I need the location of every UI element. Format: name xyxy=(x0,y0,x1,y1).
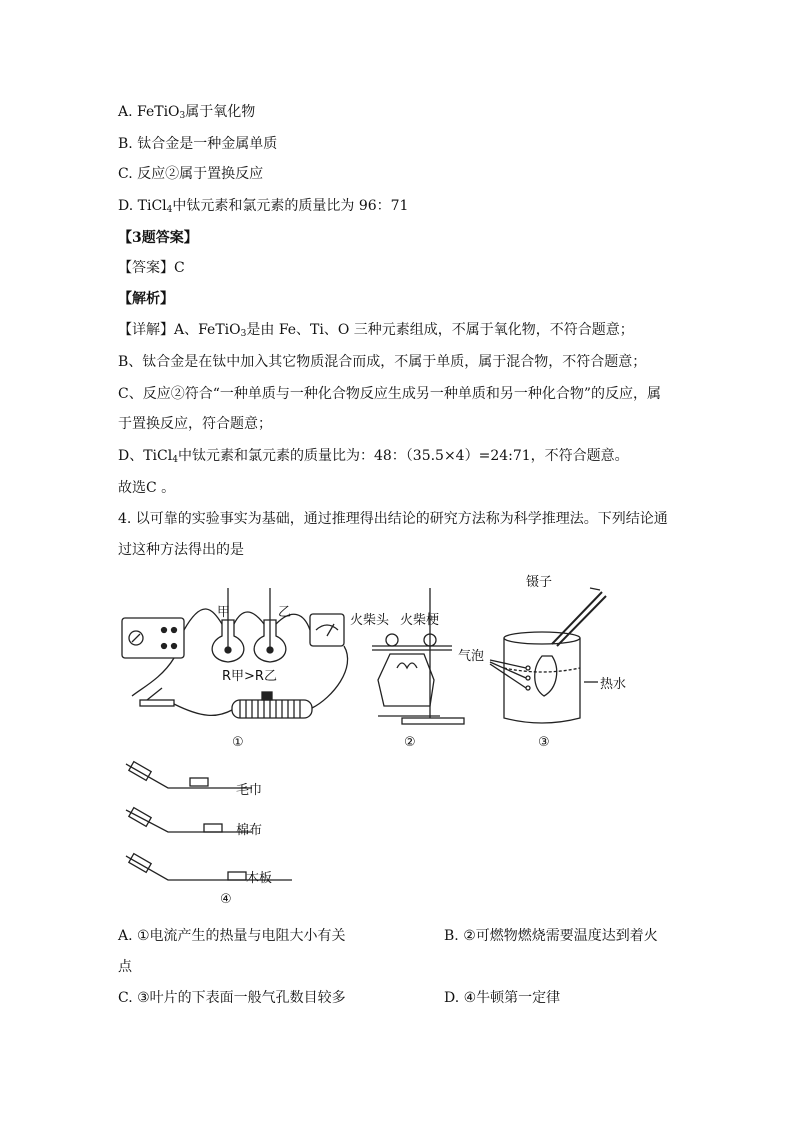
option-a-text: A. FeTiO xyxy=(118,104,180,120)
label-hot-water: 热水 xyxy=(600,677,627,692)
experiment-figure xyxy=(112,568,672,914)
label-num-3: ③ xyxy=(538,735,550,750)
label-tweezers: 镊子 xyxy=(526,575,553,590)
option-c: C. 反应②属于置换反应 xyxy=(118,166,264,182)
choice-c: C. ③叶片的下表面一般气孔数目较多 xyxy=(118,990,346,1006)
option-a xyxy=(118,102,255,126)
subscript: 4 xyxy=(172,455,178,465)
analysis-header: 【解析】 xyxy=(118,291,174,307)
detail-a-text-rest: 是由 Fe、Ti、O 三种元素组成，不属于氧化物，不符合题意； xyxy=(246,322,634,338)
label-match-stick: 火柴梗 xyxy=(400,613,440,628)
detail-a xyxy=(118,320,634,344)
detail-b: B、钛合金是在钛中加入其它物质混合而成，不属于单质，属于混合物，不符合题意； xyxy=(118,354,647,370)
label-cotton: 棉布 xyxy=(236,823,263,838)
label-bubbles: 气泡 xyxy=(458,649,485,664)
subscript: 4 xyxy=(166,205,173,215)
label-board: 木板 xyxy=(246,871,273,886)
option-d-text: D. TiCl xyxy=(118,198,167,214)
subscript: 3 xyxy=(240,329,247,339)
choice-b-line2: 点 xyxy=(118,959,132,975)
experiment-1-circuit xyxy=(122,588,348,718)
answer-line: 【答案】C xyxy=(118,260,185,276)
detail-d xyxy=(118,446,629,470)
choice-b-line1: B. ②可燃物燃烧需要温度达到着火 xyxy=(444,928,658,944)
detail-d-text: D、TiCl xyxy=(118,448,173,464)
experiment-2-apparatus xyxy=(372,588,464,724)
choice-a: A. ①电流产生的热量与电阻大小有关 xyxy=(118,928,346,944)
option-d-text-rest: 中钛元素和氯元素的质量比为 96：71 xyxy=(172,198,409,214)
option-d xyxy=(118,196,408,220)
experiment-3-beaker xyxy=(490,588,606,723)
detail-a-text: 【详解】A、FeTiO xyxy=(118,322,241,338)
subscript: 3 xyxy=(179,111,186,121)
label-match-head: 火柴头 xyxy=(350,613,390,628)
conclusion: 故选C 。 xyxy=(118,480,176,496)
detail-c-line1: C、反应②符合“一种单质与一种化合物反应生成另一种单质和另一种化合物”的反应，属 xyxy=(118,386,662,402)
question4-line1: 4. 以可靠的实验事实为基础，通过推理得出结论的研究方法称为科学推理法。下列结论通 xyxy=(118,511,668,527)
option-a-text-rest: 属于氧化物 xyxy=(185,104,256,120)
experiment-4-ramps xyxy=(126,762,292,880)
label-num-2: ② xyxy=(404,735,416,750)
label-num-1: ① xyxy=(232,735,244,750)
label-jia: 甲 xyxy=(217,605,231,620)
label-towel: 毛巾 xyxy=(236,783,263,798)
answer-header: 【3题答案】 xyxy=(118,230,198,246)
label-yi: 乙 xyxy=(278,605,292,620)
question4-line2: 过这种方法得出的是 xyxy=(118,542,244,558)
label-relation: R甲>R乙 xyxy=(222,669,277,684)
choice-d: D. ④牛顿第一定律 xyxy=(444,990,561,1006)
label-num-4: ④ xyxy=(220,892,232,907)
detail-d-text-rest: 中钛元素和氯元素的质量比为：48：（35.5×4）=24:71，不符合题意。 xyxy=(177,448,629,464)
detail-c-line2: 于置换反应，符合题意； xyxy=(118,416,272,432)
option-b: B. 钛合金是一种金属单质 xyxy=(118,136,278,152)
